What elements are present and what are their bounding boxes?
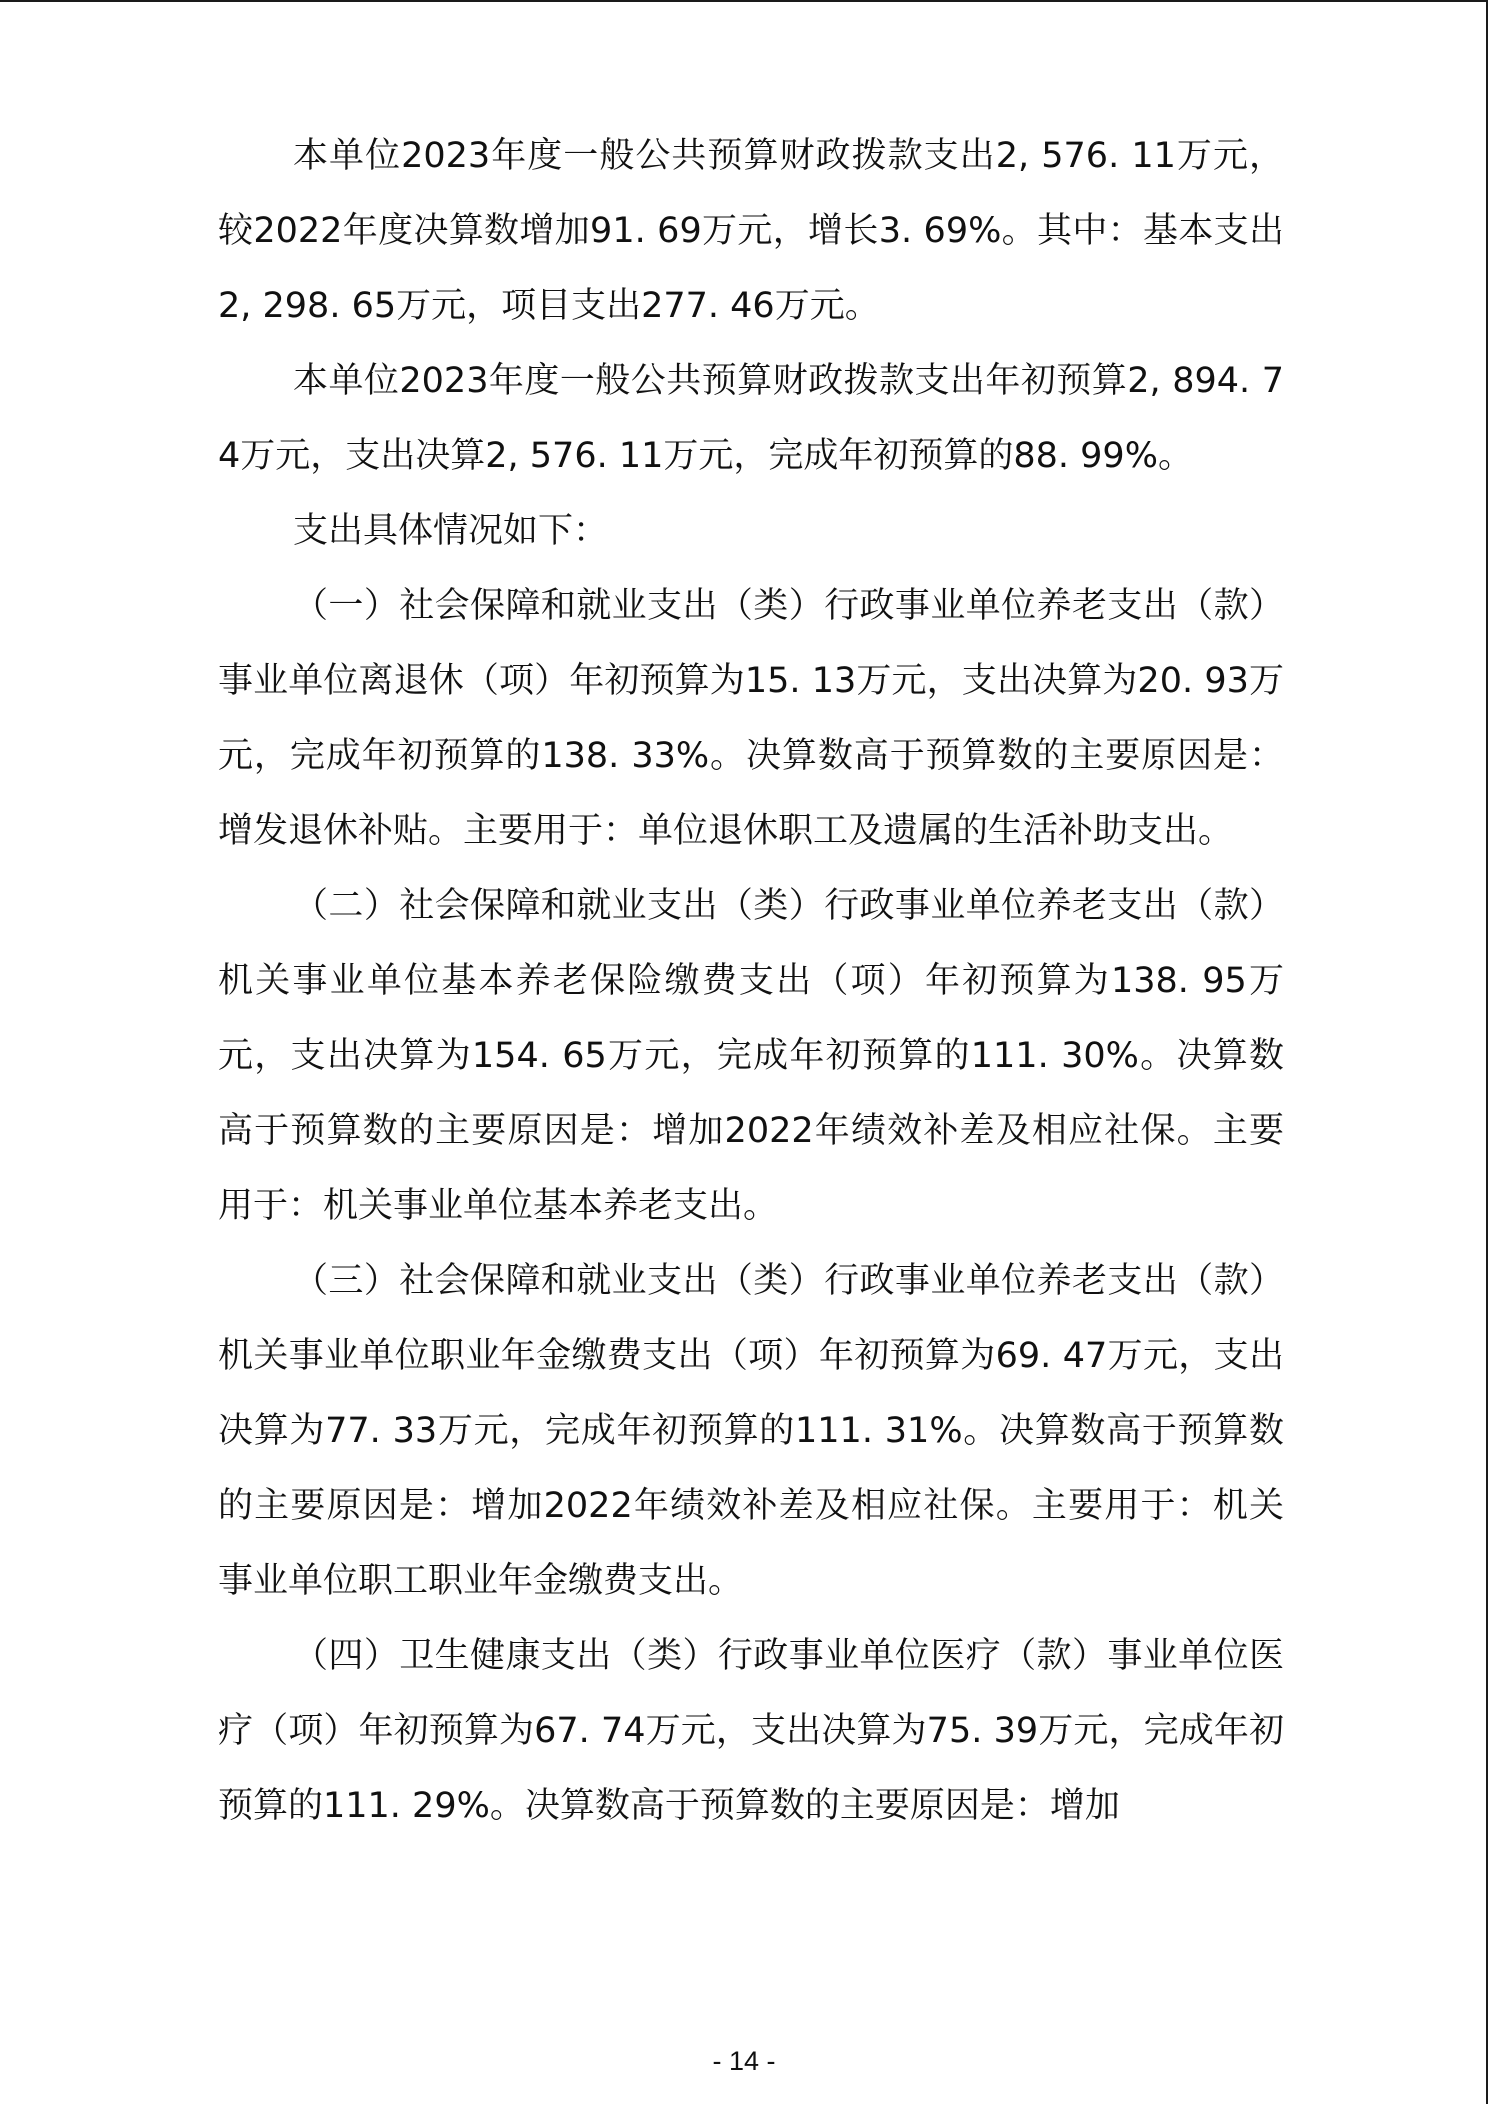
document-body: [218, 119, 1284, 1844]
paragraph-item-1: （一）社会保障和就业支出（类）行政事业单位养老支出（款）事业单位离退休（项）年初预算为15. 13万元，支出决算为20. 93万元，完成年初预算的138. 33%。决算数高于预算数的主要原因是：增发退休补贴。主要用于：单位退休职工及遗属的生活补助支出。: [218, 586, 1284, 851]
paragraph-total-expenditure: 本单位2023年度一般公共预算财政拨款支出2, 576. 11万元，较2022年度决算数增加91. 69万元，增长3. 69%。其中：基本支出2, 298. 65万元，项目支出277. 46万元。: [218, 136, 1284, 326]
paragraph-details-intro: 支出具体情况如下：: [293, 511, 609, 551]
paragraph-item-3: （三）社会保障和就业支出（类）行政事业单位养老支出（款）机关事业单位职业年金缴费支出（项）年初预算为69. 47万元，支出决算为77. 33万元，完成年初预算的111. 31%。决算数高于预算数的主要原因是：增加2022年绩效补差及相应社保。主要用于：机关事业单位职工职业年金缴费支出。: [218, 1261, 1284, 1601]
page-number: - 14 -: [712, 2046, 776, 2076]
paragraph-item-2: （二）社会保障和就业支出（类）行政事业单位养老支出（款）机关事业单位基本养老保险缴费支出（项）年初预算为138. 95万元，支出决算为154. 65万元，完成年初预算的111. 30%。决算数高于预算数的主要原因是：增加2022年绩效补差及相应社保。主要用于：机关事业单位基本养老支出。: [218, 886, 1284, 1226]
paragraph-item-4: （四）卫生健康支出（类）行政事业单位医疗（款）事业单位医疗（项）年初预算为67. 74万元，支出决算为75. 39万元，完成年初预算的111. 29%。决算数高于预算数的主要原因是：增加: [218, 1636, 1284, 1826]
paragraph-budget-completion: 本单位2023年度一般公共预算财政拨款支出年初预算2, 894. 74万元，支出决算2, 576. 11万元，完成年初预算的88. 99%。: [218, 361, 1284, 476]
